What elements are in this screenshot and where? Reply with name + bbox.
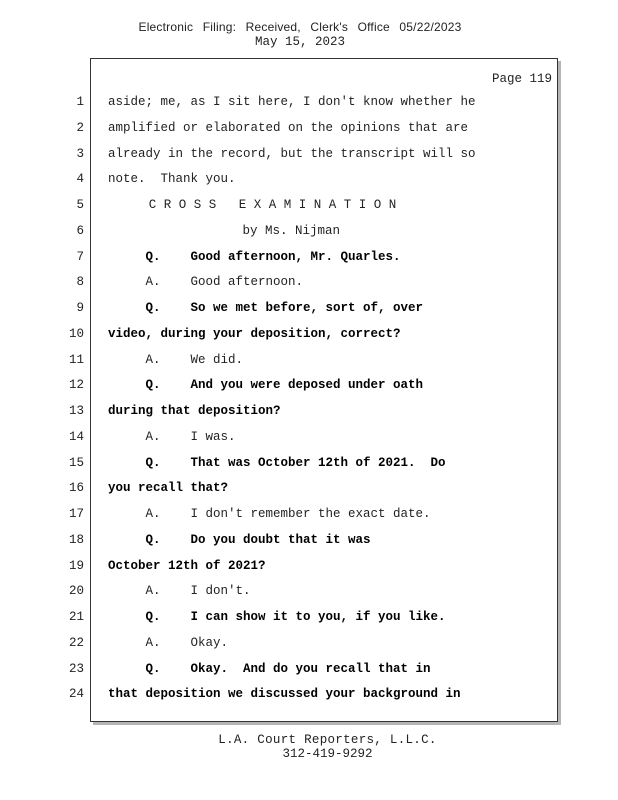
reporter-firm: L.A. Court Reporters, L.L.C. [218, 733, 437, 747]
line-text: Q. I can show it to you, if you like. [108, 610, 446, 624]
line-text: A. Okay. [108, 635, 229, 650]
line-text: C R O S S E X A M I N A T I O N [148, 198, 397, 212]
line-number: 10 [68, 326, 84, 341]
line-text: that deposition we discussed your background in [108, 687, 461, 702]
transcript-line [0, 657, 618, 683]
transcript-line [0, 296, 618, 322]
page-number: Page 119 [491, 72, 552, 86]
line-number: 15 [68, 455, 84, 470]
transcript-line [0, 270, 618, 296]
transcript-line [0, 476, 618, 502]
filing-stamp: Electronic Filing: Received, Clerk's Office 05/22/2023 [138, 20, 462, 34]
line-text: Q. And you were deposed under oath [108, 378, 424, 393]
transcript-line [0, 451, 618, 477]
line-text: A. I was. [108, 429, 236, 444]
line-number: 6 [76, 223, 84, 238]
transcript-line [0, 579, 618, 605]
transcript-line [0, 605, 618, 631]
transcript-date: May 15, 2023 [254, 35, 345, 49]
line-number: 5 [76, 198, 84, 212]
line-text: A. Good afternoon. [108, 275, 304, 290]
transcript-line [0, 631, 618, 657]
transcript-lines [0, 90, 618, 708]
transcript-line [0, 399, 618, 425]
line-number: 24 [68, 687, 84, 702]
line-number: 13 [68, 404, 84, 418]
line-number: 1 [76, 95, 84, 109]
line-text: Q. Do you doubt that it was [108, 532, 371, 547]
transcript-line [0, 373, 618, 399]
transcript-line [0, 528, 618, 554]
line-number: 9 [76, 301, 84, 315]
line-number: 8 [76, 275, 84, 290]
line-text: Q. Good afternoon, Mr. Quarles. [108, 249, 401, 264]
line-number: 3 [76, 146, 84, 161]
transcript-line [0, 90, 618, 116]
line-number: 22 [68, 635, 84, 650]
line-number: 4 [76, 172, 84, 187]
line-number: 11 [68, 352, 84, 367]
line-text: Q. So we met before, sort of, over [108, 301, 424, 315]
transcript-line [0, 502, 618, 528]
reporter-phone: 312-419-9292 [282, 747, 373, 761]
line-text: Q. Okay. And do you recall that in [108, 661, 431, 676]
line-text: by Ms. Nijman [204, 223, 341, 238]
line-text: note. Thank you. [108, 172, 236, 187]
line-text: aside; me, as I sit here, I don't know whether he [108, 95, 476, 109]
transcript-line [0, 554, 618, 580]
line-number: 23 [68, 661, 84, 676]
transcript-line [0, 245, 618, 271]
line-number: 2 [76, 120, 84, 135]
transcript-line [0, 322, 618, 348]
line-text: already in the record, but the transcript will so [108, 146, 476, 161]
transcript-line [0, 167, 618, 193]
transcript-line [0, 348, 618, 374]
line-number: 12 [68, 378, 84, 393]
line-text: Q. That was October 12th of 2021. Do [108, 455, 446, 470]
line-text: video, during your deposition, correct? [108, 326, 401, 341]
line-number: 14 [68, 429, 84, 444]
line-text: October 12th of 2021? [108, 558, 266, 573]
line-number: 19 [68, 558, 84, 573]
line-number: 20 [68, 584, 84, 599]
line-text: A. I don't remember the exact date. [108, 507, 431, 521]
transcript-line [0, 142, 618, 168]
line-number: 16 [68, 481, 84, 496]
line-text: A. I don't. [108, 584, 251, 599]
line-number: 21 [68, 610, 84, 624]
transcript-line [0, 219, 618, 245]
transcript-line [0, 193, 618, 219]
line-number: 17 [68, 507, 84, 521]
line-number: 7 [76, 249, 84, 264]
transcript-line [0, 425, 618, 451]
line-text: you recall that? [108, 481, 229, 496]
line-text: during that deposition? [108, 404, 281, 418]
line-text: amplified or elaborated on the opinions that are [108, 120, 469, 135]
transcript-line [0, 682, 618, 708]
transcript-line [0, 116, 618, 142]
line-number: 18 [68, 532, 84, 547]
line-text: A. We did. [108, 352, 244, 367]
